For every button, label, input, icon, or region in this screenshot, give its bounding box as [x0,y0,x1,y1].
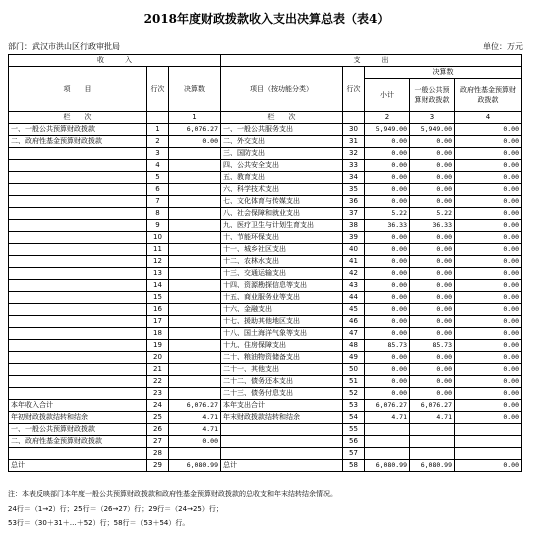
income-item [9,232,147,244]
income-line: 9 [147,220,169,232]
income-item [9,328,147,340]
expense-subtotal: 0.00 [365,328,410,340]
expense-general: 6,076.27 [410,400,455,412]
table-row [9,196,522,208]
expense-general: 0.00 [410,388,455,400]
expense-line: 54 [343,412,365,424]
expense-item [221,436,343,448]
note-line: 24行＝（1→2）行；25行＝（26→27）行；29行＝（24→25）行； [8,504,223,513]
income-amount [169,280,221,292]
income-item [9,292,147,304]
expense-fund: 0.00 [455,412,522,424]
expense-general: 0.00 [410,328,455,340]
expense-item: 一、一般公共服务支出 [221,124,343,136]
income-amount [169,160,221,172]
income-amount [169,256,221,268]
income-line: 14 [147,280,169,292]
expense-subtotal: 0.00 [365,244,410,256]
income-line: 20 [147,352,169,364]
income-line: 2 [147,136,169,148]
expense-subtotal: 0.00 [365,136,410,148]
income-line: 25 [147,412,169,424]
expense-line: 49 [343,352,365,364]
income-line: 26 [147,424,169,436]
income-line: 16 [147,304,169,316]
expense-line: 39 [343,232,365,244]
table-row [9,328,522,340]
expense-fund: 0.00 [455,316,522,328]
expense-general: 0.00 [410,172,455,184]
line-header: 行次 [147,67,169,112]
expense-fund: 0.00 [455,160,522,172]
income-amount [169,172,221,184]
expense-fund: 0.00 [455,268,522,280]
col-2: 2 [365,112,410,124]
expense-item: 十四、资源勘探信息等支出 [221,280,343,292]
income-amount [169,220,221,232]
income-amount: 6,076.27 [169,124,221,136]
table-row [9,424,522,436]
income-item [9,304,147,316]
budget-header: 决算数 [169,67,221,112]
expense-fund [455,436,522,448]
income-line: 3 [147,148,169,160]
income-amount [169,244,221,256]
expense-fund: 0.00 [455,328,522,340]
expense-fund: 0.00 [455,376,522,388]
expense-subtotal: 0.00 [365,232,410,244]
income-item [9,160,147,172]
expense-item: 四、公共安全支出 [221,160,343,172]
col-3: 3 [410,112,455,124]
expense-general: 0.00 [410,268,455,280]
income-item [9,352,147,364]
expense-fund: 0.00 [455,124,522,136]
table-row [9,304,522,316]
expense-general: 85.73 [410,340,455,352]
income-item [9,280,147,292]
expense-general: 0.00 [410,232,455,244]
expense-subtotal: 0.00 [365,376,410,388]
expense-subtotal: 5.22 [365,208,410,220]
line-header-right: 行次 [343,67,365,112]
department-label: 部门：武汉市洪山区行政审批局 [8,42,120,51]
expense-subtotal: 0.00 [365,196,410,208]
expense-general: 0.00 [410,196,455,208]
expense-item: 十八、国土海洋气象等支出 [221,328,343,340]
expense-item: 十二、农林水支出 [221,256,343,268]
expense-general: 0.00 [410,364,455,376]
note-line: 注：本表反映部门本年度一般公共预算财政拨款和政府性基金预算财政拨款的总收支和年末结转结余情况。 [8,490,337,498]
income-amount [169,352,221,364]
income-amount [169,304,221,316]
table-row [9,232,522,244]
expense-subtotal [365,424,410,436]
income-item [9,376,147,388]
col-label-right: 栏 次 [221,112,343,124]
expense-line: 51 [343,376,365,388]
expense-fund: 0.00 [455,460,522,472]
expense-fund: 0.00 [455,400,522,412]
expense-fund: 0.00 [455,244,522,256]
expense-fund: 0.00 [455,172,522,184]
report-table [8,54,522,472]
expense-subtotal [365,448,410,460]
table-row [9,436,522,448]
income-item: 一、一般公共预算财政拨款 [9,124,147,136]
expense-line: 58 [343,460,365,472]
income-line: 15 [147,292,169,304]
table-row [9,172,522,184]
expense-item: 十一、城乡社区支出 [221,244,343,256]
expense-line: 30 [343,124,365,136]
income-line: 11 [147,244,169,256]
expense-fund: 0.00 [455,364,522,376]
subtotal-header: 小计 [365,79,410,112]
expense-general [410,436,455,448]
expense-general: 5.22 [410,208,455,220]
income-line: 29 [147,460,169,472]
report-title: 2018年度财政拨款收入支出决算总表（表4） [143,12,390,26]
income-item [9,172,147,184]
expense-line: 50 [343,364,365,376]
expense-subtotal: 4.71 [365,412,410,424]
expense-line: 47 [343,328,365,340]
table-row [9,340,522,352]
expense-general: 0.00 [410,292,455,304]
expense-general: 0.00 [410,184,455,196]
income-line: 18 [147,328,169,340]
expense-line: 52 [343,388,365,400]
income-amount [169,316,221,328]
expense-general: 5,949.00 [410,124,455,136]
income-item [9,388,147,400]
item-header: 项 目 [9,67,147,112]
income-amount [169,184,221,196]
expense-item: 十九、住房保障支出 [221,340,343,352]
income-amount: 4.71 [169,412,221,424]
expense-general: 36.33 [410,220,455,232]
expense-subtotal: 0.00 [365,148,410,160]
income-line: 10 [147,232,169,244]
table-row [9,352,522,364]
expense-line: 53 [343,400,365,412]
income-line: 12 [147,256,169,268]
expense-fund: 0.00 [455,220,522,232]
expense-line: 42 [343,268,365,280]
income-line: 8 [147,208,169,220]
expense-item: 十三、交通运输支出 [221,268,343,280]
income-amount [169,376,221,388]
expense-subtotal: 0.00 [365,184,410,196]
col-label-left: 栏 次 [9,112,147,124]
expense-subtotal: 0.00 [365,316,410,328]
general-header: 一般公共预算财政拨款 [410,79,455,112]
table-row [9,364,522,376]
unit-label: 单位：万元 [483,42,523,51]
table-row [9,268,522,280]
income-item [9,208,147,220]
expense-fund [455,424,522,436]
income-item: 二、政府性基金预算财政拨款 [9,436,147,448]
income-line: 22 [147,376,169,388]
expense-general: 0.00 [410,352,455,364]
expense-item: 八、社会保障和就业支出 [221,208,343,220]
expense-fund: 0.00 [455,280,522,292]
table-row [9,448,522,460]
expense-item: 七、文化体育与传媒支出 [221,196,343,208]
expense-line: 41 [343,256,365,268]
expense-general: 0.00 [410,256,455,268]
table-row [9,388,522,400]
expense-general: 6,080.99 [410,460,455,472]
income-amount [169,364,221,376]
expense-fund: 0.00 [455,388,522,400]
income-item [9,184,147,196]
expense-subtotal: 0.00 [365,172,410,184]
expense-item: 年末财政拨款结转和结余 [221,412,343,424]
expense-line: 43 [343,280,365,292]
income-line: 17 [147,316,169,328]
income-item [9,196,147,208]
table-row [9,460,522,472]
income-amount [169,388,221,400]
expense-subtotal: 0.00 [365,364,410,376]
col-4: 4 [455,112,522,124]
report-body [9,124,522,472]
expense-line: 44 [343,292,365,304]
income-amount [169,448,221,460]
expense-fund: 0.00 [455,184,522,196]
table-row [9,376,522,388]
expense-item: 六、科学技术支出 [221,184,343,196]
table-row [9,136,522,148]
income-amount [169,268,221,280]
expense-item: 十七、援助其他地区支出 [221,316,343,328]
expense-line: 36 [343,196,365,208]
income-line: 1 [147,124,169,136]
income-amount: 4.71 [169,424,221,436]
income-amount [169,292,221,304]
expense-subtotal: 0.00 [365,388,410,400]
income-item: 年初财政拨款结转和结余 [9,412,147,424]
expense-subtotal: 0.00 [365,352,410,364]
income-item [9,220,147,232]
expense-general: 0.00 [410,376,455,388]
income-line: 27 [147,436,169,448]
income-item [9,268,147,280]
expense-subtotal: 5,949.00 [365,124,410,136]
expense-item: 十、节能环保支出 [221,232,343,244]
expense-item: 九、医疗卫生与计划生育支出 [221,220,343,232]
table-row [9,160,522,172]
income-item [9,340,147,352]
expense-item [221,448,343,460]
expense-line: 55 [343,424,365,436]
expense-fund: 0.00 [455,208,522,220]
expense-line: 46 [343,316,365,328]
expense-item [221,424,343,436]
income-item [9,148,147,160]
expense-item: 总计 [221,460,343,472]
table-row [9,256,522,268]
expense-general [410,448,455,460]
expense-line: 34 [343,172,365,184]
income-item [9,364,147,376]
income-item: 本年收入合计 [9,400,147,412]
income-amount: 0.00 [169,436,221,448]
table-row [9,184,522,196]
income-amount: 6,076.27 [169,400,221,412]
table-row [9,124,522,136]
expense-fund: 0.00 [455,256,522,268]
income-item: 二、政府性基金预算财政拨款 [9,136,147,148]
expense-subtotal: 85.73 [365,340,410,352]
income-item [9,244,147,256]
expense-item: 二十、粮油物资储备支出 [221,352,343,364]
expense-header: 支 出 [221,55,522,67]
income-amount [169,232,221,244]
expense-general: 0.00 [410,148,455,160]
expense-subtotal [365,436,410,448]
fund-header: 政府性基金预算财政拨款 [455,79,522,112]
income-amount [169,196,221,208]
note-line: 53行＝（30＋31＋…＋52）行；58行＝（53＋54）行。 [8,519,190,527]
expense-item: 三、国防支出 [221,148,343,160]
income-amount [169,328,221,340]
expense-general: 0.00 [410,316,455,328]
column-number-row [9,112,522,124]
expense-general: 0.00 [410,244,455,256]
income-amount: 6,080.99 [169,460,221,472]
table-row [9,208,522,220]
income-line: 7 [147,196,169,208]
table-row [9,244,522,256]
table-row [9,292,522,304]
expense-general: 0.00 [410,136,455,148]
expense-subtotal: 6,076.27 [365,400,410,412]
expense-item: 五、教育支出 [221,172,343,184]
expense-item: 二十三、债务付息支出 [221,388,343,400]
expense-line: 45 [343,304,365,316]
expense-subtotal: 0.00 [365,268,410,280]
income-line: 19 [147,340,169,352]
expense-subtotal: 0.00 [365,280,410,292]
income-line: 4 [147,160,169,172]
expense-fund: 0.00 [455,352,522,364]
income-line: 23 [147,388,169,400]
header-row-sections [9,55,522,67]
expense-general: 0.00 [410,280,455,292]
expense-fund: 0.00 [455,340,522,352]
income-item: 总计 [9,460,147,472]
expense-line: 48 [343,340,365,352]
expense-fund: 0.00 [455,292,522,304]
expense-subtotal: 0.00 [365,256,410,268]
income-amount [169,340,221,352]
income-line: 28 [147,448,169,460]
func-item-header: 项目（按功能分类） [221,67,343,112]
header-row-labels [9,67,522,79]
notes [8,487,337,531]
income-amount [169,208,221,220]
budget-group-header: 决算数 [365,67,522,79]
expense-general [410,424,455,436]
income-line: 5 [147,172,169,184]
expense-fund: 0.00 [455,304,522,316]
table-row [9,148,522,160]
expense-line: 35 [343,184,365,196]
expense-fund: 0.00 [455,232,522,244]
expense-line: 56 [343,436,365,448]
income-item [9,448,147,460]
income-item [9,316,147,328]
expense-line: 32 [343,148,365,160]
expense-fund: 0.00 [455,148,522,160]
expense-fund [455,448,522,460]
expense-line: 33 [343,160,365,172]
col-1: 1 [169,112,221,124]
income-line: 24 [147,400,169,412]
expense-item: 十六、金融支出 [221,304,343,316]
table-row [9,280,522,292]
expense-fund: 0.00 [455,196,522,208]
expense-subtotal: 0.00 [365,160,410,172]
expense-line: 31 [343,136,365,148]
expense-item: 二十一、其他支出 [221,364,343,376]
table-row [9,412,522,424]
expense-line: 38 [343,220,365,232]
expense-item: 本年支出合计 [221,400,343,412]
income-item [9,256,147,268]
expense-subtotal: 6,080.99 [365,460,410,472]
expense-general: 0.00 [410,160,455,172]
income-line: 21 [147,364,169,376]
table-row [9,220,522,232]
table-row [9,316,522,328]
expense-item: 二十二、债务还本支出 [221,376,343,388]
expense-line: 57 [343,448,365,460]
income-amount: 0.00 [169,136,221,148]
income-item: 一、一般公共预算财政拨款 [9,424,147,436]
expense-general: 4.71 [410,412,455,424]
expense-general: 0.00 [410,304,455,316]
expense-item: 二、外交支出 [221,136,343,148]
expense-line: 40 [343,244,365,256]
income-amount [169,148,221,160]
expense-subtotal: 0.00 [365,304,410,316]
expense-fund: 0.00 [455,136,522,148]
expense-subtotal: 0.00 [365,292,410,304]
income-line: 6 [147,184,169,196]
expense-item: 十五、商业服务业等支出 [221,292,343,304]
expense-line: 37 [343,208,365,220]
table-row [9,400,522,412]
income-header: 收 入 [9,55,221,67]
expense-subtotal: 36.33 [365,220,410,232]
income-line: 13 [147,268,169,280]
